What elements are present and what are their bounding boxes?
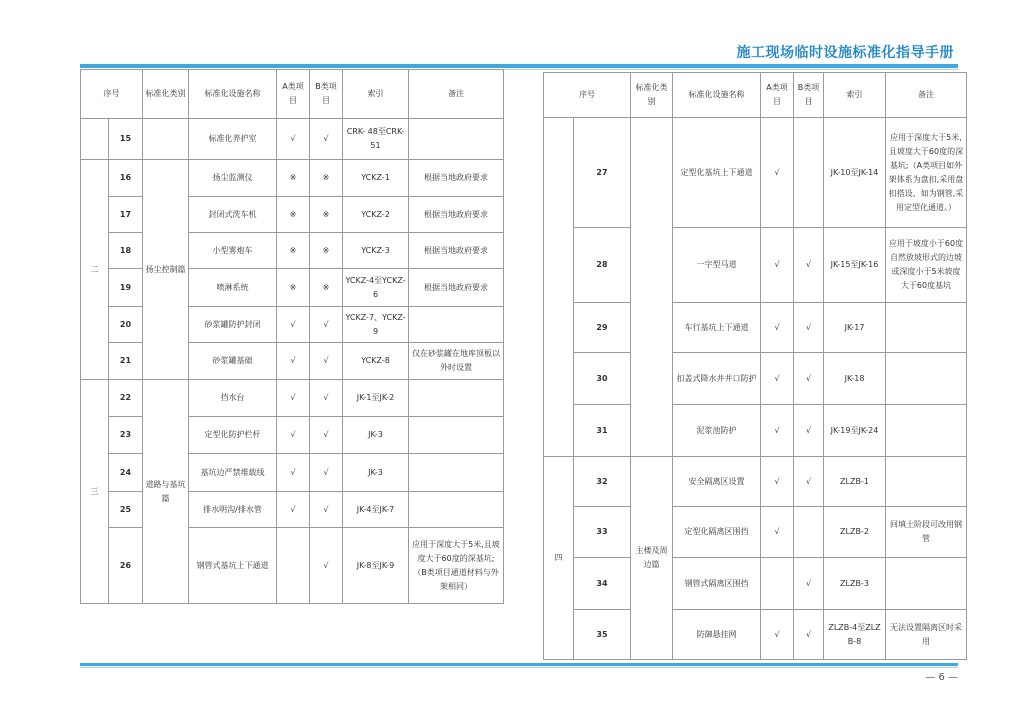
note-cell (409, 119, 504, 160)
class-b-mark: √ (310, 417, 343, 454)
note-cell: 根据当地政府要求 (409, 160, 504, 197)
index-ref: ZLZB-2 (824, 507, 886, 558)
row-number: 18 (109, 233, 143, 269)
index-ref: YCKZ-4至YCKZ-6 (343, 269, 409, 307)
class-b-mark: √ (310, 454, 343, 492)
facility-name: 泥浆池防护 (673, 405, 761, 457)
class-b-mark: ※ (310, 160, 343, 197)
note-cell (409, 380, 504, 417)
col-index: 索引 (824, 73, 886, 118)
table-row (544, 353, 967, 405)
group-seq: 三 (81, 380, 109, 604)
group-seq (544, 118, 574, 457)
group-category: 主楼及周边篇 (631, 457, 673, 660)
col-category: 标准化类别 (631, 73, 673, 118)
class-a-mark: ※ (277, 197, 310, 233)
class-a-mark (277, 528, 310, 604)
class-b-mark: √ (310, 492, 343, 528)
class-b-mark: √ (794, 457, 824, 507)
col-category: 标准化类别 (143, 70, 189, 119)
row-number: 20 (109, 307, 143, 343)
class-a-mark: √ (761, 303, 794, 353)
index-ref: YCKZ-1 (343, 160, 409, 197)
group-category (631, 118, 673, 457)
header-rule (80, 64, 958, 68)
note-cell: 应用于深度大于5米,且坡度大于60度的深基坑;（A类项目如外架体系为盘扣,采用盘扣搭设、如为钢管,采用定型化通道。） (886, 118, 967, 228)
class-a-mark: √ (761, 228, 794, 303)
class-b-mark: √ (794, 405, 824, 457)
category-cell (143, 119, 189, 160)
index-ref: CRK- 48至CRK-51 (343, 119, 409, 160)
index-ref: JK-3 (343, 417, 409, 454)
table-row (544, 303, 967, 353)
col-class-a: A类项目 (761, 73, 794, 118)
col-seq: 序号 (544, 73, 631, 118)
note-cell: 根据当地政府要求 (409, 197, 504, 233)
class-a-mark (761, 558, 794, 610)
row-number: 31 (574, 405, 631, 457)
note-cell (409, 307, 504, 343)
index-ref: JK-3 (343, 454, 409, 492)
index-ref: JK-18 (824, 353, 886, 405)
table-row (81, 160, 504, 197)
index-ref: YCKZ-2 (343, 197, 409, 233)
index-ref: JK-8至JK-9 (343, 528, 409, 604)
note-cell (409, 492, 504, 528)
class-b-mark: √ (310, 380, 343, 417)
row-number: 21 (109, 343, 143, 380)
note-cell (886, 457, 967, 507)
row-number: 17 (109, 197, 143, 233)
class-b-mark: ※ (310, 269, 343, 307)
note-cell: 无法设置隔离区时采用 (886, 610, 967, 660)
facility-name: 排水明沟/排水管 (189, 492, 277, 528)
facility-name: 小型雾炮车 (189, 233, 277, 269)
class-a-mark: √ (761, 507, 794, 558)
index-ref: JK-15至JK-16 (824, 228, 886, 303)
class-b-mark (794, 507, 824, 558)
table-row (544, 118, 967, 228)
group-category: 道路与基坑篇 (143, 380, 189, 604)
class-a-mark: ※ (277, 269, 310, 307)
note-cell (409, 454, 504, 492)
class-a-mark: ※ (277, 160, 310, 197)
index-ref: ZLZB-1 (824, 457, 886, 507)
facility-name: 标准化养护室 (189, 119, 277, 160)
note-cell: 根据当地政府要求 (409, 233, 504, 269)
class-b-mark: √ (794, 303, 824, 353)
col-facility-name: 标准化设施名称 (189, 70, 277, 119)
facility-table-right (543, 72, 967, 660)
col-seq: 序号 (81, 70, 143, 119)
group-seq: 四 (544, 457, 574, 660)
row-number: 24 (109, 454, 143, 492)
row-number: 32 (574, 457, 631, 507)
row-number: 33 (574, 507, 631, 558)
class-b-mark: √ (794, 353, 824, 405)
row-number: 15 (109, 119, 143, 160)
facility-name: 定型化基坑上下通道 (673, 118, 761, 228)
note-cell (886, 558, 967, 610)
facility-name: 定型化隔离区围挡 (673, 507, 761, 558)
group-seq: 二 (81, 160, 109, 380)
index-ref: JK-17 (824, 303, 886, 353)
table-row (81, 380, 504, 417)
class-a-mark: √ (277, 343, 310, 380)
col-class-b: B类项目 (794, 73, 824, 118)
note-cell (886, 405, 967, 457)
facility-name: 砂浆罐防护封闭 (189, 307, 277, 343)
facility-name: 钢管式隔离区围挡 (673, 558, 761, 610)
class-b-mark: √ (794, 228, 824, 303)
index-ref: JK-10至JK-14 (824, 118, 886, 228)
row-number: 29 (574, 303, 631, 353)
class-a-mark: √ (277, 307, 310, 343)
index-ref: ZLZB-3 (824, 558, 886, 610)
facility-name: 扣盖式降水井井口防护 (673, 353, 761, 405)
class-b-mark: √ (310, 528, 343, 604)
col-note: 备注 (886, 73, 967, 118)
row-number: 30 (574, 353, 631, 405)
class-b-mark: ※ (310, 233, 343, 269)
index-ref: YCKZ-3 (343, 233, 409, 269)
class-a-mark: √ (277, 417, 310, 454)
page-number: — 6 — (925, 672, 958, 683)
row-number: 25 (109, 492, 143, 528)
facility-name: 基坑边严禁堆载线 (189, 454, 277, 492)
table-row (544, 457, 967, 507)
class-b-mark: ※ (310, 197, 343, 233)
class-b-mark: √ (310, 343, 343, 380)
table-row (544, 405, 967, 457)
facility-name: 砂浆罐基础 (189, 343, 277, 380)
class-a-mark: √ (277, 454, 310, 492)
table-header-row (544, 73, 967, 118)
facility-name: 喷淋系统 (189, 269, 277, 307)
row-number: 26 (109, 528, 143, 604)
manual-title: 施工现场临时设施标准化指导手册 (736, 45, 954, 61)
table-row (544, 610, 967, 660)
class-a-mark: √ (761, 405, 794, 457)
class-b-mark (794, 118, 824, 228)
row-number: 27 (574, 118, 631, 228)
class-b-mark: √ (310, 119, 343, 160)
facility-name: 定型化防护栏杆 (189, 417, 277, 454)
table-row (544, 558, 967, 610)
note-cell: 根据当地政府要求 (409, 269, 504, 307)
class-a-mark: √ (761, 118, 794, 228)
note-cell (886, 353, 967, 405)
index-ref: YCKZ-7、YCKZ-9 (343, 307, 409, 343)
facility-name: 挡水台 (189, 380, 277, 417)
note-cell: 应用于深度大于5米,且坡度大于60度的深基坑;（B类项目通道材料与外架相同） (409, 528, 504, 604)
row-number: 16 (109, 160, 143, 197)
group-category: 扬尘控制篇 (143, 160, 189, 380)
note-cell (886, 303, 967, 353)
row-number: 22 (109, 380, 143, 417)
class-a-mark: √ (277, 119, 310, 160)
row-number: 34 (574, 558, 631, 610)
class-a-mark: √ (277, 380, 310, 417)
row-number: 23 (109, 417, 143, 454)
class-a-mark: √ (761, 353, 794, 405)
row-number: 35 (574, 610, 631, 660)
col-class-b: B类项目 (310, 70, 343, 119)
index-ref: JK-4至JK-7 (343, 492, 409, 528)
seq-cell (81, 119, 109, 160)
col-class-a: A类项目 (277, 70, 310, 119)
table-row (544, 228, 967, 303)
index-ref: JK-19至JK-24 (824, 405, 886, 457)
note-cell: 回填土阶段可改用钢管 (886, 507, 967, 558)
facility-name: 钢管式基坑上下通道 (189, 528, 277, 604)
facility-name: 车行基坑上下通道 (673, 303, 761, 353)
col-note: 备注 (409, 70, 504, 119)
class-b-mark: √ (794, 558, 824, 610)
facility-name: 防御悬挂网 (673, 610, 761, 660)
facility-name: 一字型马道 (673, 228, 761, 303)
col-facility-name: 标准化设施名称 (673, 73, 761, 118)
class-b-mark: √ (794, 610, 824, 660)
class-a-mark: √ (761, 610, 794, 660)
note-cell (409, 417, 504, 454)
facility-name: 扬尘监测仪 (189, 160, 277, 197)
footer-rule (80, 663, 958, 666)
class-b-mark: √ (310, 307, 343, 343)
footer-rule-thin (80, 667, 958, 668)
index-ref: JK-1至JK-2 (343, 380, 409, 417)
note-cell: 应用于坡度小于60度自然放坡形式的边坡或深度小于5米坡度大于60度基坑 (886, 228, 967, 303)
class-a-mark: √ (761, 457, 794, 507)
class-a-mark: √ (277, 492, 310, 528)
note-cell: 仅在砂浆罐在地库顶板以外时设置 (409, 343, 504, 380)
class-a-mark: ※ (277, 233, 310, 269)
facility-name: 封闭式洗车机 (189, 197, 277, 233)
table-header-row (81, 70, 504, 119)
index-ref: YCKZ-8 (343, 343, 409, 380)
facility-table-left (80, 69, 504, 604)
row-number: 28 (574, 228, 631, 303)
facility-name: 安全隔离区设置 (673, 457, 761, 507)
index-ref: ZLZB-4至ZLZB-8 (824, 610, 886, 660)
table-row (544, 507, 967, 558)
table-row (81, 119, 504, 160)
col-index: 索引 (343, 70, 409, 119)
row-number: 19 (109, 269, 143, 307)
